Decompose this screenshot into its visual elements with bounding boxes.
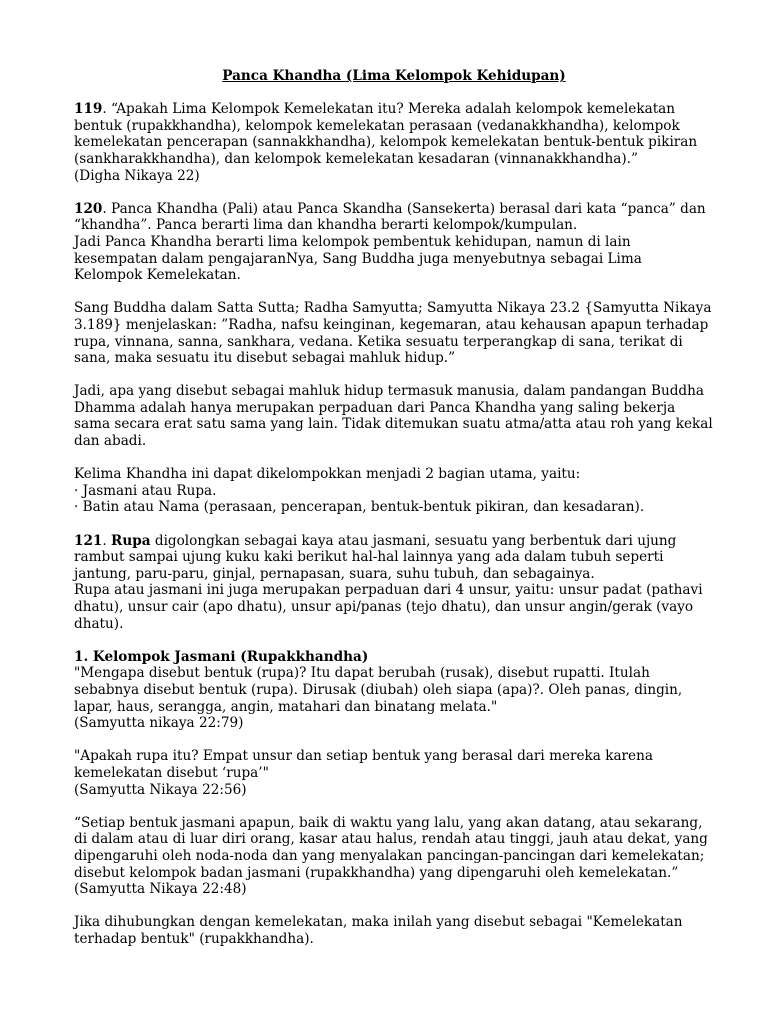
paragraph-number: 120 [74, 200, 103, 217]
paragraph-text: . “Apakah Lima Kelompok Kemelekatan itu? Mereka adalah kelompok kemelekatan bentuk (rupakkhandha), kelompok kemelekatan perasaan (vedanakkhandha), kelompok kemelekatan pencerapan (sannakkhandha), kelompok kemelekatan bentuk-bentuk pikiran (sankharakkhandha), dan kelompok kemelekatan kesadaran (vinnanakkhandha).” [74, 101, 698, 167]
paragraph-mahluk-hidup: Jadi, apa yang disebut sebagai mahluk hidup termasuk manusia, dalam pandangan Buddha Dhamma adalah hanya merupakan perpaduan dari Panca Khandha yang saling bekerja sama secara erat satu sama yang lain. Tidak ditemukan suatu atma/atta atau roh yang kekal dan abadi. [74, 383, 713, 450]
list-intro: Kelima Khandha ini dapat dikelompokkan menjadi 2 bagian utama, yaitu: [74, 466, 581, 483]
citation: (Samyutta Nikaya 22:48) [74, 881, 247, 898]
paragraph-text: Rupa atau jasmani ini juga merupakan perpaduan dari 4 unsur, yaitu: unsur padat (pathavi dhatu), unsur cair (apo dhatu), unsur api/panas (tejo dhatu), dan unsur angin/gerak (vayo dhatu). [74, 582, 703, 632]
document-page [74, 68, 714, 964]
paragraph-119 [74, 101, 714, 184]
quote: "Mengapa disebut bentuk (rupa)? Itu dapat berubah (rusak), disebut rupatti. Itulah sebabnya disebut bentuk (rupa). Dirusak (diubah) oleh siapa (apa)?. Oleh panas, dingin, lapar, haus, serangga, angin, matahari dan binatang melata." [74, 665, 683, 715]
paragraph-satta-sutta: Sang Buddha dalam Satta Sutta; Radha Samyutta; Samyutta Nikaya 23.2 {Samyutta Nikaya 3.189} menjelaskan: ”Radha, nafsu keinginan, kegemaran, atau kehausan apapun terhadap rupa, vinnana, sanna, sankhara, vedana. Ketika sesuatu terperangkap di sana, terikat di sana, maka sesuatu itu disebut sebagai mahluk hidup.” [74, 300, 712, 367]
paragraph-120 [74, 201, 714, 284]
term-rupa: Rupa [111, 532, 151, 549]
paragraph-text: . Panca Khandha (Pali) atau Panca Skandha (Sansekerta) berasal dari kata “panca” dan “khandha”. Panca berarti lima dan khandha berarti kelompok/kumpulan. [74, 200, 706, 234]
paragraph-121 [74, 533, 714, 633]
paragraph-number: 121 [74, 532, 103, 549]
paragraph-kelima-khandha [74, 466, 714, 516]
section-rupakkhandha [74, 649, 714, 732]
paragraph-text: Jadi Panca Khandha berarti lima kelompok pembentuk kehidupan, namun di lain kesempatan dalam pengajaranNya, Sang Buddha juga menyebutnya sebagai Lima Kelompok Kemelekatan. [74, 233, 642, 284]
paragraph-number: 119 [74, 101, 103, 118]
paragraph-text: digolongkan sebagai kaya atau jasmani, sesuatu yang berbentuk dari ujung rambut sampai ujung kuku kaki berikut hal-hal lainnya yang ada dalam tubuh seperti jantung, paru-paru, ginjal, pernapasan, suara, suhu tubuh, dan sebagainya. [74, 532, 677, 582]
quote-block [74, 748, 714, 798]
paragraph-separator: . [102, 532, 112, 549]
list-item: · Jasmani atau Rupa. [74, 482, 217, 499]
quote: "Apakah rupa itu? Empat unsur dan setiap bentuk yang berasal dari mereka karena kemelekatan disebut ‘rupa’" [74, 748, 653, 781]
section-heading: 1. Kelompok Jasmani (Rupakkhandha) [74, 648, 369, 665]
quote: “Setiap bentuk jasmani apapun, baik di waktu yang lalu, yang akan datang, atau sekarang, di dalam atau di luar diri orang, kasar atau halus, rendah atau tinggi, jauh atau dekat, yang dipengaruhi oleh noda-noda dan yang menyalakan pancingan-pancingan dari kemelekatan; disebut kelompok badan jasmani (rupakkhandha) yang dipengaruhi oleh kemelekatan.” [74, 814, 708, 881]
citation: (Samyutta nikaya 22:79) [74, 715, 244, 732]
paragraph-closing: Jika dihubungkan dengan kemelekatan, maka inilah yang disebut sebagai "Kemelekatan terhadap bentuk" (rupakkhandha). [74, 914, 683, 947]
list-item: · Batin atau Nama (perasaan, pencerapan, bentuk-bentuk pikiran, dan kesadaran). [74, 499, 645, 516]
citation: (Samyutta Nikaya 22:56) [74, 781, 247, 798]
quote-block [74, 815, 714, 898]
citation: (Digha Nikaya 22) [74, 167, 200, 184]
document-title: Panca Khandha (Lima Kelompok Kehidupan) [222, 68, 566, 84]
